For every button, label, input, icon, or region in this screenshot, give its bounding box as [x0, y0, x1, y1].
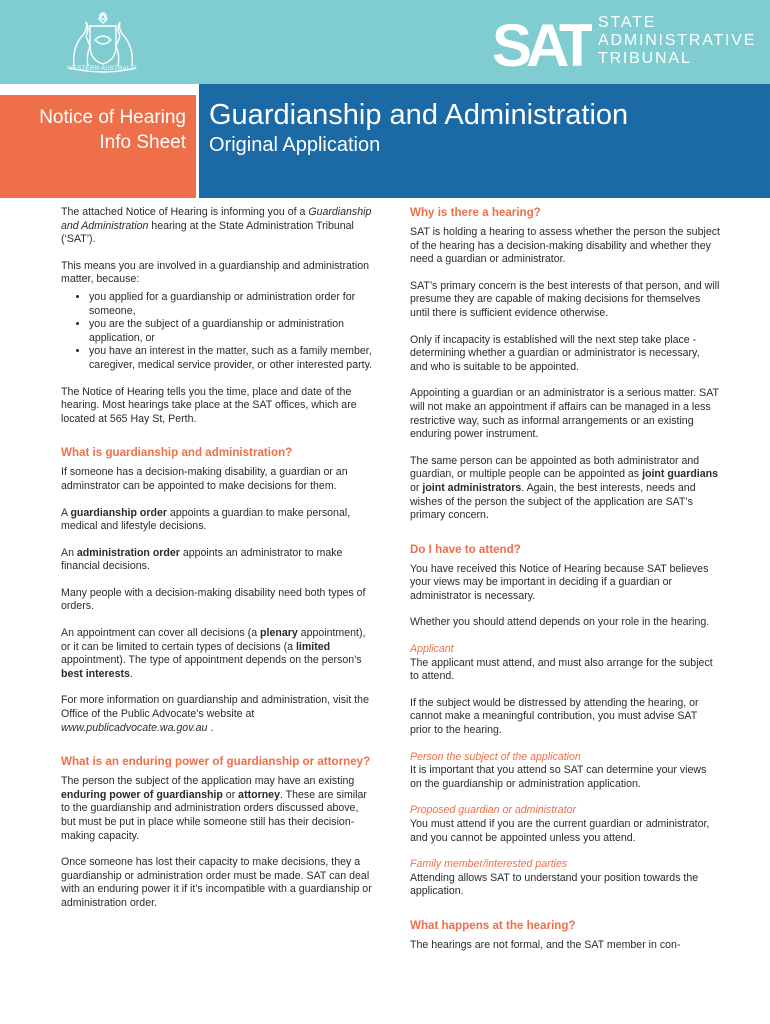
agency-line-2: ADMINISTRATIVE [598, 32, 757, 49]
administration-order-paragraph: An administration order appoints an administrator to make financial decisions. [61, 546, 343, 573]
left-column [61, 206, 373, 924]
title-banner [199, 84, 770, 198]
subject-paragraph: Person the subject of the application It is important that you attend so SAT can determine your views on the guardianship or administration application. [410, 751, 720, 792]
header-bar [0, 0, 770, 84]
notice-line-2: Info Sheet [99, 132, 186, 153]
why-paragraph-4: Appointing a guardian or an administrator is a serious matter. SAT will not make an appointment if affairs can be managed in a less restrictive way, such as informal arrangements or an existing enduring power instrument. [410, 387, 719, 441]
sat-logo-letters: SAT [492, 14, 590, 70]
many-paragraph: Many people with a decision-making disability need both types of orders. [61, 586, 366, 613]
agency-line-1: STATE [598, 14, 657, 31]
why-paragraph-1: SAT is holding a hearing to assess whether the person the subject of the hearing has a decision-making disability and whether they need a guardian or administrator. [410, 226, 720, 266]
heading-what-is-guardianship: What is guardianship and administration? [61, 446, 293, 460]
heading-enduring-power: What is an enduring power of guardianship or attorney? [61, 755, 371, 769]
family-paragraph: Family member/interested parties Attending allows SAT to understand your position towards the application. [410, 858, 720, 899]
right-column [410, 206, 720, 966]
wa-crest-icon [60, 10, 146, 74]
enduring-power-paragraph: The person the subject of the application may have an existing enduring power of guardianship or attorney. These are similar to the guardianship and administration orders discussed above, but must be put in place while someone still has their decision-making capacity. [61, 775, 367, 842]
more-info-paragraph: For more information on guardianship and administration, visit the Office of the Public Advocate’s website at www.publicadvocate.wa.gov.au . [61, 694, 369, 734]
attend-paragraph-1: You have received this Notice of Hearing because SAT believes your views may be important in deciding if a guardian or administrator is necessary. [410, 562, 709, 602]
once-paragraph: Once someone has lost their capacity to make decisions, they a guardianship or administration order must be made. SAT can deal with an enduring power it if it’s incompatible with a guardianship or administration order. [61, 856, 372, 909]
proposed-paragraph: Proposed guardian or administrator You must attend if you are the current guardian or administrator, and you cannot be appointed unless you attend. [410, 804, 720, 845]
reason-list [61, 291, 373, 373]
guardianship-order-paragraph: A guardianship order appoints a guardian to make personal, medical and lifestyle decisions. [61, 506, 351, 533]
subheading-applicant: Applicant [410, 643, 454, 656]
page-subtitle: Original Application [209, 134, 381, 156]
subheading-proposed: Proposed guardian or administrator [410, 804, 577, 817]
heading-do-i-attend: Do I have to attend? [410, 542, 521, 556]
agency-line-3: TRIBUNAL [598, 50, 692, 67]
subheading-family: Family member/interested parties [410, 858, 568, 871]
heading-what-happens: What happens at the hearing? [410, 918, 576, 932]
sat-logo-icon [492, 14, 592, 70]
why-paragraph-2: SAT’s primary concern is the best interests of that person, and will presume they are capable of making decisions for themselves until there is sufficient evidence otherwise. [410, 279, 720, 319]
notice-line-1: Notice of Hearing [39, 107, 186, 128]
applicant-paragraph: Applicant The applicant must attend, and must also arrange for the subject to attend. [410, 643, 720, 684]
notice-badge [0, 95, 196, 198]
agency-name [598, 14, 756, 68]
crest-caption: WESTERN AUSTRALIA [67, 66, 137, 72]
subheading-subject: Person the subject of the application [410, 750, 581, 763]
heading-why-hearing: Why is there a hearing? [410, 206, 541, 219]
what-paragraph: If someone has a decision-making disability, a guardian or an adminstrator can be appointed to make decisions for them. [61, 466, 348, 492]
why-paragraph-3: Only if incapacity is established will the next step take place - determining whether a guardian or administrator is necessary, and who is suitable to be appointed. [410, 333, 700, 373]
notice-tells-paragraph: The Notice of Hearing tells you the time, place and date of the hearing. Most hearings take place at the SAT offices, which are located at 565 Hay St, Perth. [61, 385, 357, 425]
list-item: • you have an interest in the matter, such as a family member, caregiver, medical service provider, or other interested party. [89, 345, 373, 372]
attend-paragraph-2: Whether you should attend depends on your role in the hearing. [410, 616, 710, 629]
happens-paragraph: The hearings are not formal, and the SAT member in con- [410, 938, 681, 951]
distressed-paragraph: If the subject would be distressed by attending the hearing, or cannot make a meaningful contribution, you must advise SAT prior to the hearing. [410, 696, 699, 737]
page-title: Guardianship and Administration [209, 99, 629, 131]
means-paragraph: This means you are involved in a guardianship and administration matter, because: [61, 259, 369, 286]
appointment-cover-paragraph: An appointment can cover all decisions (a plenary appointment), or it can be limited to certain types of decisions (a limited appointment). The type of appointment depends on the person’s best interests. [61, 627, 366, 680]
public-advocate-link[interactable]: www.publicadvocate.wa.gov.au [61, 721, 208, 734]
list-item: • you are the subject of a guardianship or administration application, or [89, 318, 373, 345]
intro-paragraph: The attached Notice of Hearing is informing you of a Guardianship and Administration hearing at the State Administration Tribunal (‘SAT’). [61, 206, 372, 246]
same-person-paragraph: The same person can be appointed as both administrator and guardian, or multiple people can be appointed as joint guardians or joint administrators. Again, the best interests, needs and wishes of the person the subject of the application are SAT’s primary concern. [410, 454, 718, 522]
list-item: • you applied for a guardianship or administration order for someone, [89, 291, 373, 318]
